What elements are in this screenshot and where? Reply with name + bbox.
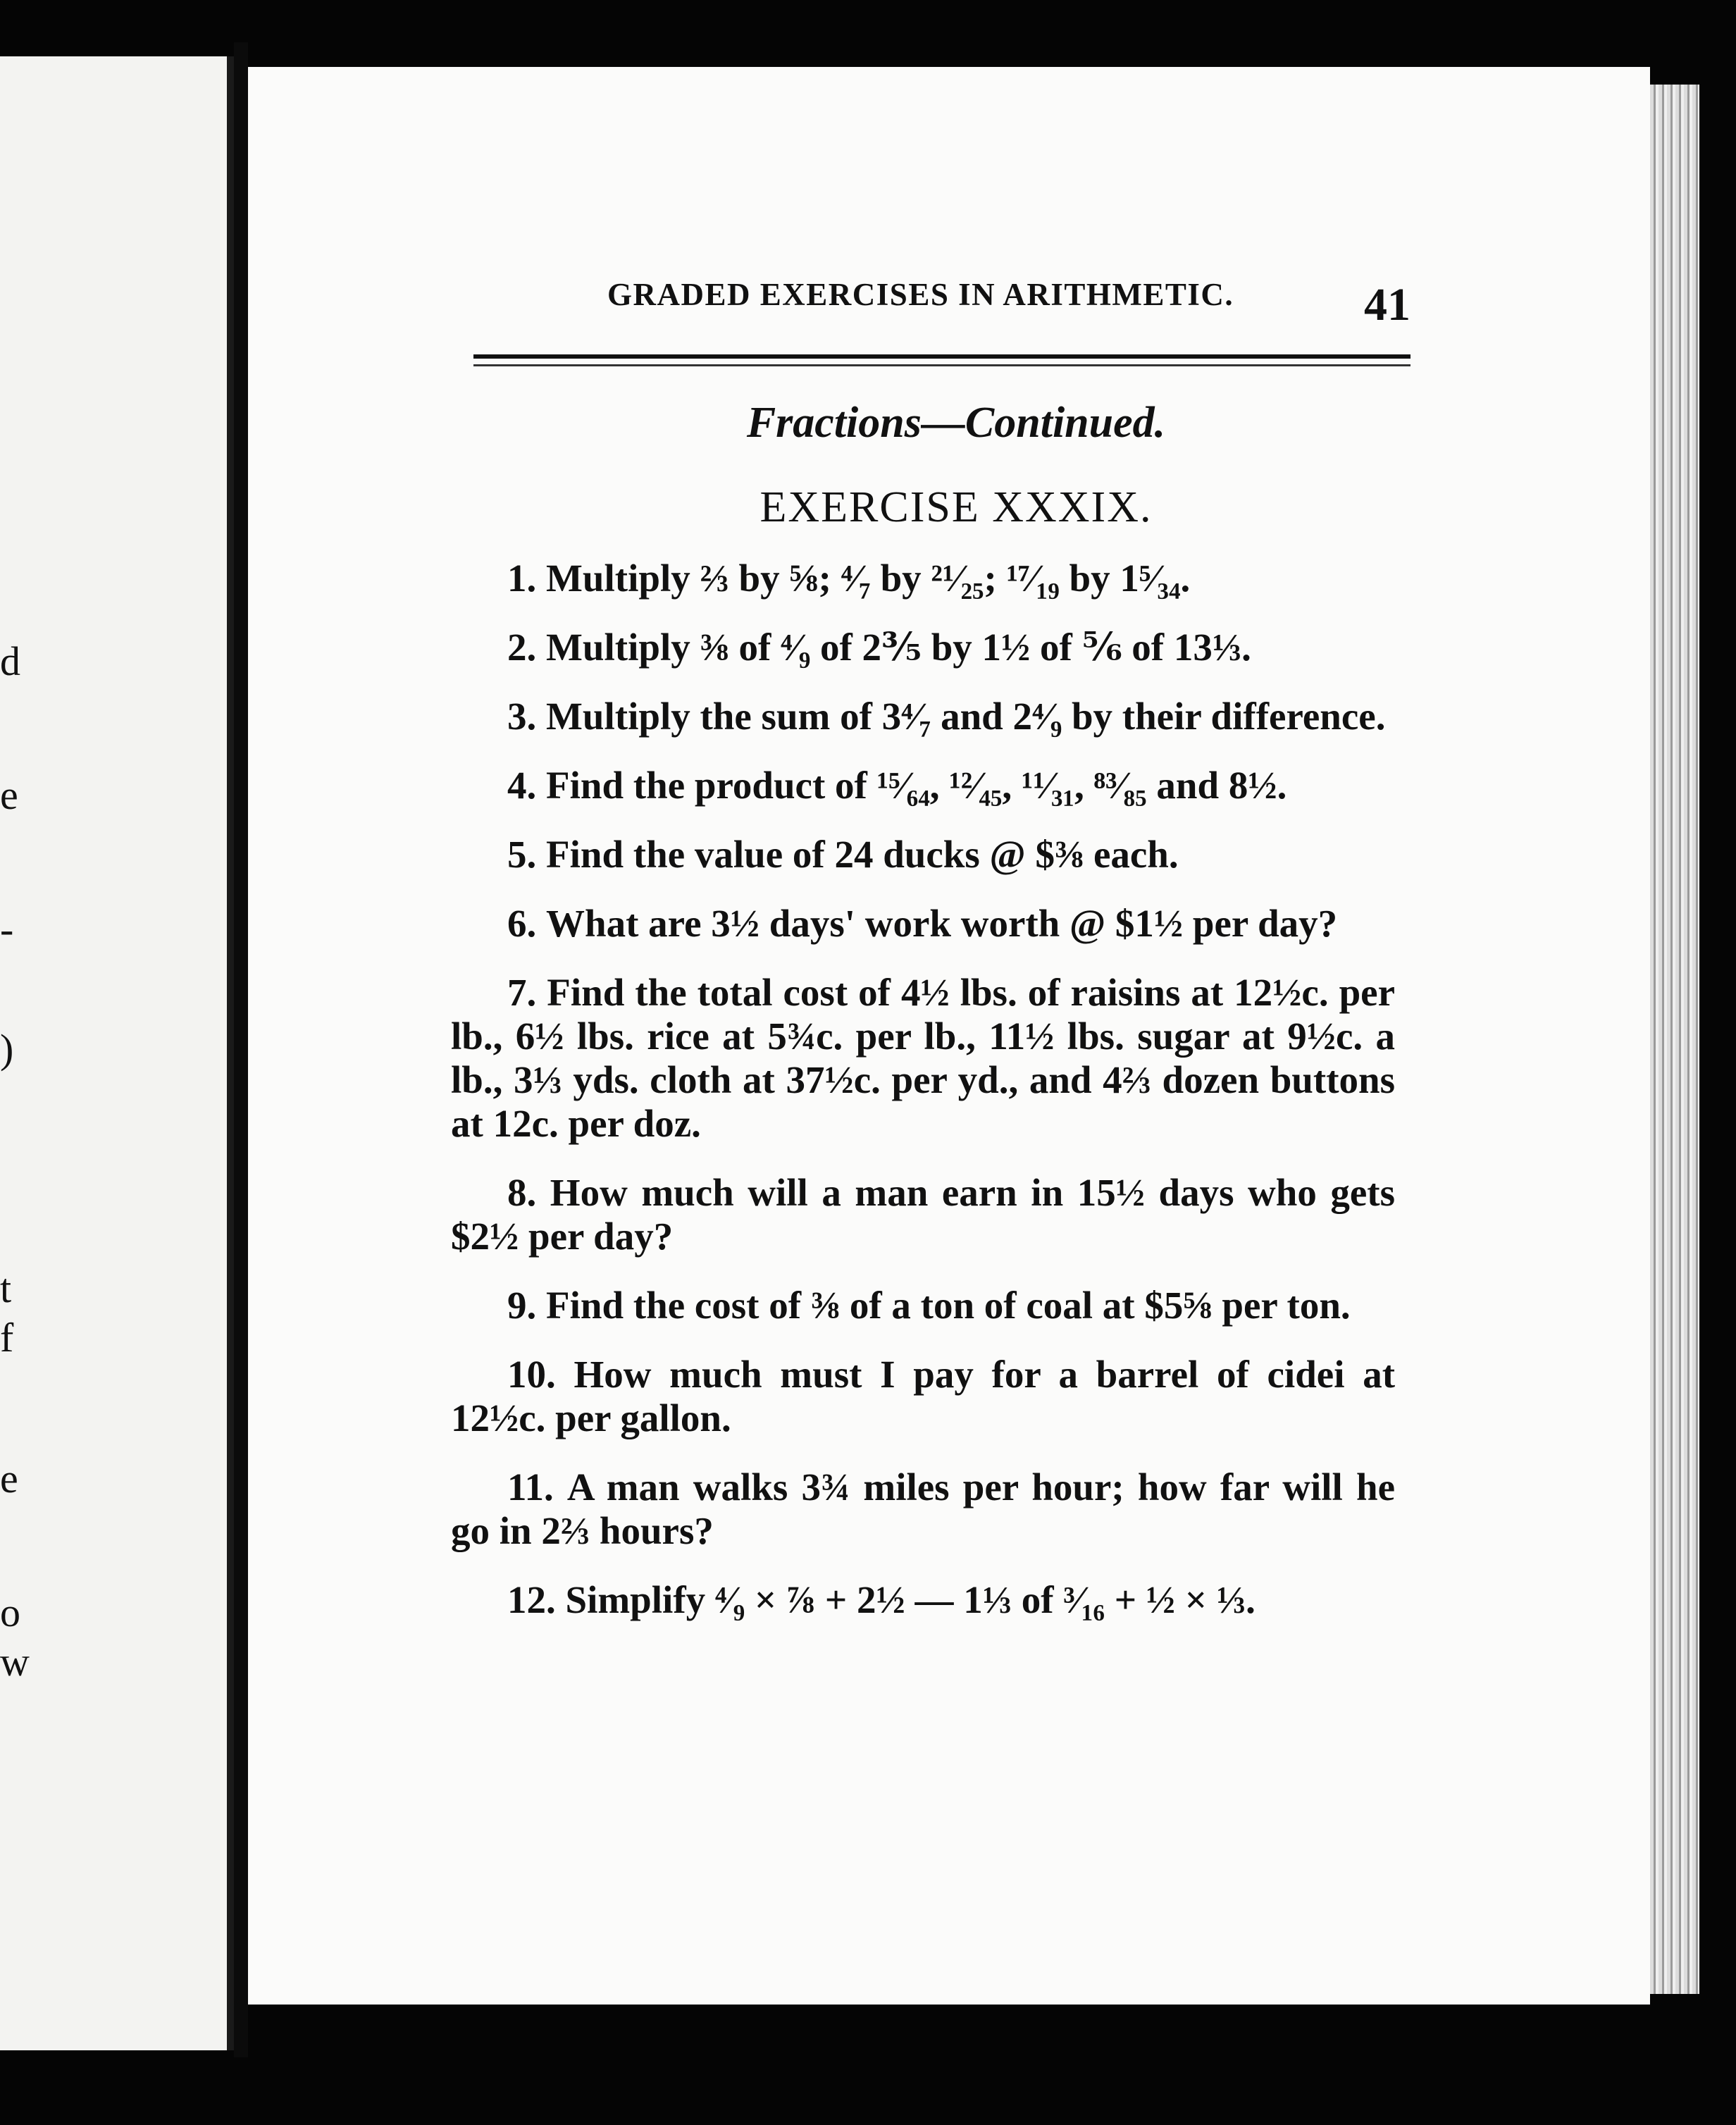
- problem-item: [451, 695, 1395, 738]
- problem-item: [451, 557, 1395, 600]
- exercise-heading: EXERCISE XXXIX.: [760, 483, 1153, 531]
- header-rule-thin: [473, 364, 1410, 366]
- problem-item: [451, 1171, 1395, 1258]
- problem-item: [451, 971, 1395, 1146]
- problem-text: How much must I pay for a barrel of cidei at 12½c. per gallon.: [451, 1353, 1396, 1439]
- problem-number: 7.: [507, 971, 537, 1014]
- problem-number: 2.: [507, 626, 537, 669]
- prev-page-glyph: f: [0, 1315, 14, 1361]
- problem-item: [451, 1466, 1395, 1553]
- problem-item: [451, 1353, 1395, 1440]
- running-header: GRADED EXERCISES IN ARITHMETIC.: [607, 277, 1234, 312]
- prev-page-glyph: e: [0, 1456, 18, 1501]
- problem-text: How much will a man earn in 15½ days who gets $2½ per day?: [451, 1171, 1395, 1258]
- prev-page-glyph: ): [0, 1026, 14, 1072]
- header-rule: [473, 354, 1410, 359]
- prev-page-glyph: -: [0, 906, 14, 952]
- prev-page-glyph: d: [0, 638, 20, 684]
- prev-page-glyph: t: [0, 1265, 12, 1311]
- problem-item: [451, 626, 1395, 669]
- problem-item: [451, 764, 1395, 807]
- book-gutter: [234, 42, 248, 2057]
- problem-item: [451, 1284, 1395, 1327]
- problem-text: Find the cost of ⅜ of a ton of coal at $5⅝ per ton.: [546, 1284, 1351, 1327]
- problem-number: 10.: [507, 1353, 556, 1396]
- problem-text: Simplify ⁴⁄₉ × ⅞ + 2½ — 1⅓ of ³⁄₁₆ + ½ × ⅓.: [565, 1578, 1256, 1621]
- problem-number: 12.: [507, 1578, 556, 1621]
- problem-number: 4.: [507, 764, 537, 807]
- section-subtitle: Fractions—Continued.: [746, 399, 1166, 447]
- prev-page-glyph: e: [0, 772, 18, 818]
- problem-number: 9.: [507, 1284, 537, 1327]
- problem-item: [451, 902, 1395, 946]
- problem-text: Find the product of ¹⁵⁄₆₄, ¹²⁄₄₅, ¹¹⁄₃₁, ⁸³⁄₈₅ and 8½.: [546, 764, 1287, 807]
- problem-text: Multiply the sum of 3⁴⁄₇ and 2⁴⁄₉ by their difference.: [546, 695, 1386, 738]
- problem-item: [451, 833, 1395, 876]
- problem-item: [451, 1578, 1395, 1622]
- page-number: 41: [1364, 279, 1410, 330]
- prev-page-glyph: o: [0, 1590, 20, 1635]
- problem-text: Find the value of 24 ducks @ $⅜ each.: [546, 833, 1179, 876]
- problem-number: 11.: [507, 1466, 554, 1508]
- problem-list: [451, 557, 1395, 1647]
- prev-page-glyph: w: [0, 1639, 30, 1685]
- problem-text: Multiply ⅔ by ⅝; ⁴⁄₇ by ²¹⁄₂₅; ¹⁷⁄₁₉ by 1⁵⁄₃₄.: [546, 557, 1191, 600]
- problem-number: 6.: [507, 902, 537, 945]
- problem-text: Multiply ⅜ of ⁴⁄₉ of 2⅗ by 1½ of ⅚ of 13⅓.: [546, 626, 1251, 669]
- problem-number: 3.: [507, 695, 537, 738]
- problem-number: 5.: [507, 833, 537, 876]
- problem-number: 1.: [507, 557, 537, 600]
- problem-text: Find the total cost of 4½ lbs. of raisins at 12½c. per lb., 6½ lbs. rice at 5¾c. per lb., 11½ lbs. sugar at 9½c. a lb., 3⅓ yds. cloth at 37½c. per yd., and 4⅔ dozen buttons at 12c. per doz.: [451, 971, 1396, 1145]
- problem-text: What are 3½ days' work worth @ $1½ per day?: [546, 902, 1338, 945]
- page-stack-edge: [1650, 85, 1699, 1994]
- problem-number: 8.: [507, 1171, 537, 1214]
- previous-page-edge: [0, 56, 234, 2050]
- problem-text: A man walks 3¾ miles per hour; how far will he go in 2⅔ hours?: [451, 1466, 1395, 1552]
